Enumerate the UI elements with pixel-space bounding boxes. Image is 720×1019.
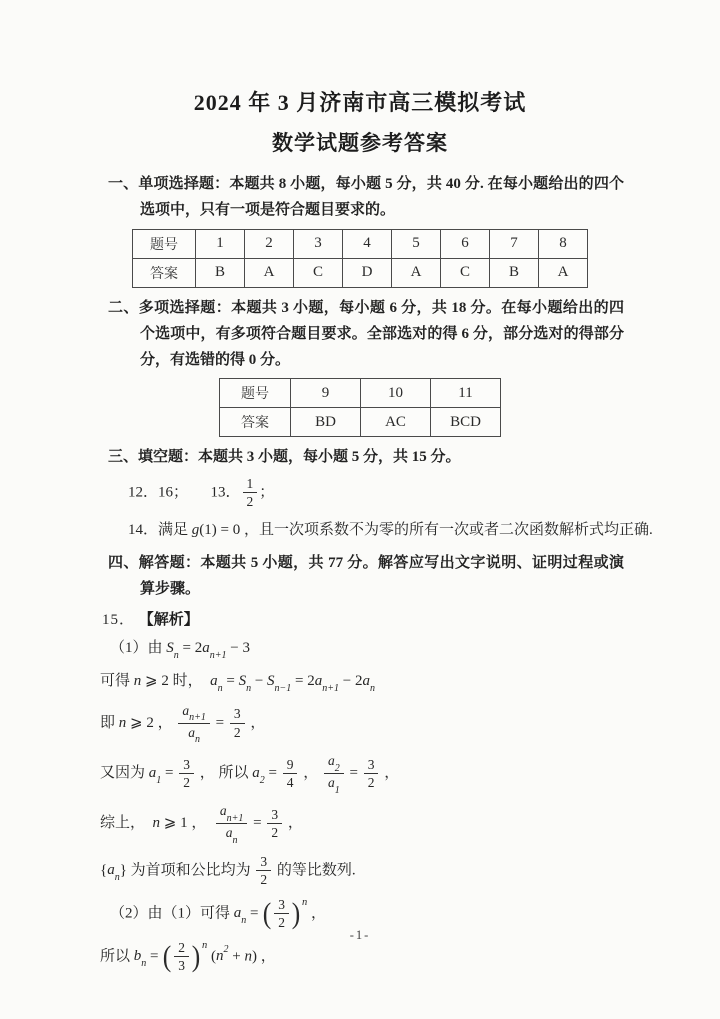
math-fraction [283, 757, 298, 791]
math-text: 3 [271, 806, 279, 822]
math-variable: g [191, 521, 200, 538]
answer-cell: BCD [431, 408, 501, 437]
math-text: − 2 [339, 672, 363, 689]
answer-cell: C [441, 258, 490, 287]
answer-cell: A [392, 258, 441, 287]
math-variable: $n^2$ [215, 944, 229, 965]
math-variable: $a_{n+1}$ [314, 672, 339, 694]
solution-line [110, 897, 660, 931]
math-text: 2 [233, 724, 241, 740]
answer-cell: BD [291, 408, 361, 437]
question-number-label: 题号 [133, 229, 196, 258]
math-fraction [267, 807, 282, 841]
math-text: （1）由 [110, 639, 167, 656]
math-text: ， [246, 714, 266, 731]
math-text: ) ， [251, 948, 276, 965]
math-variable: $a_2$ [252, 765, 265, 787]
solution-line [100, 670, 660, 694]
page-number: -1- [349, 928, 371, 942]
math-variable: $S_n$ [238, 672, 252, 694]
question-number-cell: 8 [539, 229, 588, 258]
question-number-cell: 11 [431, 379, 501, 408]
math-fraction [256, 854, 271, 888]
math-text: 即 [100, 714, 119, 731]
math-text: 3 [367, 756, 375, 772]
math-variable: n [244, 948, 252, 965]
math-text: = 2 [291, 672, 315, 689]
table-row [220, 379, 501, 408]
math-text: 2 [367, 775, 375, 791]
math-variable: $b_n$ [133, 948, 147, 970]
math-text: 3 [183, 756, 190, 772]
question-number-cell: 7 [490, 229, 539, 258]
answer-cell: B [490, 258, 539, 287]
math-text: 4 [286, 775, 294, 791]
math-text: 1 [246, 475, 254, 491]
math-text: = [345, 765, 362, 782]
question-number-cell: 4 [343, 229, 392, 258]
question-number-cell: 2 [245, 229, 294, 258]
math-text: 综上， [100, 815, 153, 832]
math-fraction [179, 757, 194, 791]
math-fraction [230, 706, 245, 740]
math-fraction [324, 753, 344, 794]
math-variable: $S_n$ [166, 639, 179, 661]
math-text: ( [207, 948, 216, 965]
math-variable: n [152, 815, 161, 832]
math-text: (1) = 0 ，且一次项系数不为零的所有一次或者二次函数解析式均正确. [199, 521, 653, 538]
problem-15-heading [102, 608, 720, 629]
question-number-cell: 10 [361, 379, 431, 408]
math-variable: $S_{n-1}$ [267, 672, 292, 694]
math-variable: $a_1$ [327, 775, 340, 796]
math-fraction [178, 703, 210, 744]
math-text: 所以 [100, 948, 134, 965]
math-text: ， [307, 905, 326, 922]
math-paren-fraction-power: ( 3 2 ) n [262, 896, 308, 931]
section-2-intro: 二、多项选择题：本题共 3 小题，每小题 6 分，共 18 分。在每小题给出的四个选项中，有多项符合题目要求。全部选对的得 6 分，部分选对的得部分分，有选错的得 0 分。 [108, 299, 624, 368]
math-text: = [161, 765, 178, 782]
math-fraction [216, 803, 248, 847]
math-text: 12．16； 13． [128, 483, 241, 500]
math-text: − [251, 672, 268, 689]
math-variable: $a_n$ [107, 862, 120, 884]
question-number-cell: 9 [291, 379, 361, 408]
math-text: 的等比数列. [273, 862, 356, 879]
section-1-intro: 一、单项选择题：本题共 8 小题，每小题 5 分，共 40 分. 在每小题给出的四个选项中，只有一项是符合题目要求的。 [108, 176, 624, 219]
math-text: ⩾ 1 ， [160, 815, 214, 832]
section-4-intro: 四、解答题：本题共 5 小题，共 77 分。解答应写出文字说明、证明过程或演算步骤。 [108, 555, 624, 598]
multi-choice-answer-table [219, 378, 501, 437]
answer-label: 答案 [220, 408, 291, 437]
math-variable: n [133, 672, 142, 689]
math-text: = [211, 714, 228, 731]
math-text: } 为首项和公比均为 [119, 862, 255, 879]
math-paren-fraction-power: ( 2 3 ) n [162, 939, 208, 974]
math-text: ⩾ 2 ， [126, 714, 177, 731]
solution-line [100, 703, 660, 744]
math-text: （2）由（1）可得 [110, 905, 234, 922]
math-variable: $a_1$ [148, 765, 162, 787]
math-text: 2 [246, 494, 254, 510]
math-text: ， 所以 [195, 765, 253, 782]
solution-steps [0, 637, 720, 974]
answer-cell: AC [361, 408, 431, 437]
math-text: ， [284, 815, 303, 832]
solution-line [100, 940, 660, 974]
math-fraction [243, 476, 258, 510]
math-text: + [228, 948, 245, 965]
answer-cell: B [196, 258, 245, 287]
math-text: − 3 [226, 639, 250, 656]
math-text: 又因为 [100, 765, 149, 782]
fill-in-answer-line [128, 476, 660, 510]
math-text: 2 [183, 775, 190, 791]
math-text: ⩾ 2 时， [141, 672, 211, 689]
table-row [220, 408, 501, 437]
math-variable: $a_2$ [327, 752, 340, 774]
math-text: = 2 [178, 639, 203, 656]
math-variable: n [118, 714, 127, 731]
math-text: 3 [233, 706, 241, 722]
math-text: = [264, 765, 281, 782]
math-variable: $a_{n+1}$ [202, 639, 227, 661]
math-text: 2 [260, 872, 268, 888]
question-number-cell: 6 [441, 229, 490, 258]
math-variable: $a_n$ [233, 905, 247, 927]
fill-in-answers [0, 476, 720, 542]
math-text: ， [380, 765, 400, 782]
single-choice-answer-table [132, 229, 588, 288]
math-text: ； [259, 483, 275, 500]
solution-line [100, 854, 660, 888]
question-number-label: 题号 [220, 379, 291, 408]
math-fraction [364, 757, 379, 791]
table-row [133, 258, 588, 287]
answer-cell: A [539, 258, 588, 287]
answer-cell: C [294, 258, 343, 287]
math-variable: $a_{n+1}$ [219, 803, 244, 824]
section-3-intro: 三、填空题：本题共 3 小题，每小题 5 分，共 15 分。 [108, 449, 461, 466]
fill-in-answer-line [128, 519, 660, 542]
solution-line [110, 637, 660, 661]
math-text: = [222, 672, 239, 689]
math-text: = [146, 948, 163, 965]
question-number-cell: 1 [196, 229, 245, 258]
math-variable: $a_n$ [362, 672, 375, 694]
solution-line [100, 803, 660, 847]
answer-cell: A [245, 258, 294, 287]
question-number-cell: 3 [294, 229, 343, 258]
problem-number: 15． [102, 611, 136, 628]
math-text: 3 [260, 853, 268, 869]
analysis-label: 【解析】 [138, 611, 199, 628]
table-row [133, 229, 588, 258]
answer-label: 答案 [133, 258, 196, 287]
math-text: 14．满足 [128, 521, 192, 538]
answer-cell: D [343, 258, 392, 287]
math-variable: $a_n$ [210, 672, 223, 694]
math-text: = [249, 815, 266, 832]
math-text: = [246, 905, 263, 922]
math-text: { [100, 862, 108, 879]
math-text: 9 [286, 756, 294, 772]
solution-line [100, 753, 660, 794]
page-subtitle: 数学试题参考答案 [272, 131, 448, 155]
math-text: 2 [271, 825, 279, 841]
math-variable: $a_n$ [188, 724, 200, 746]
page-title: 2024 年 3 月济南市高三模拟考试 [193, 90, 527, 115]
math-text: 可得 [100, 672, 134, 689]
math-variable: $a_n$ [225, 825, 238, 847]
question-number-cell: 5 [392, 229, 441, 258]
math-variable: $a_{n+1}$ [182, 702, 206, 724]
math-text: ， [299, 765, 322, 782]
